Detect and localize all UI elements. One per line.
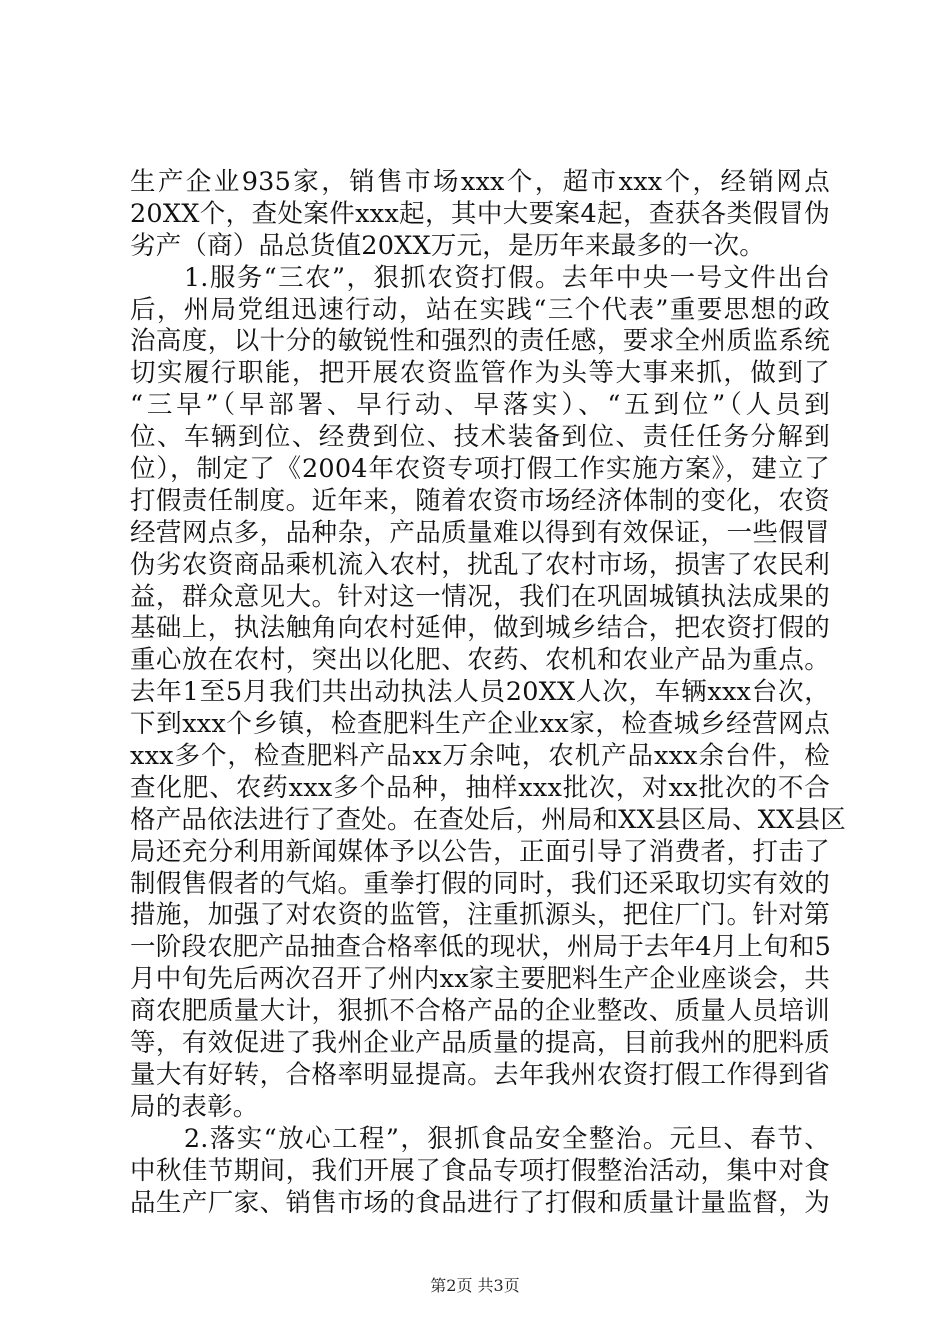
text-line: xxx多个，检查肥料产品xx万余吨，农机产品xxx余台件，检: [130, 741, 830, 772]
text-line: 位、车辆到位、经费到位、技术装备到位、责任任务分解到: [130, 422, 830, 453]
text-line: 格产品依法进行了查处。在查处后，州局和XX县区局、XX县区: [130, 804, 846, 835]
text-line: 去年1至5月我们共出动执法人员20XX人次，车辆xxx台次，: [130, 677, 830, 708]
text-line: 后，州局党组迅速行动，站在实践“三个代表”重要思想的政: [130, 294, 830, 325]
text-line: 中秋佳节期间，我们开展了食品专项打假整治活动，集中对食: [130, 1155, 830, 1186]
text-line: 重心放在农村，突出以化肥、农药、农机和农业产品为重点。: [130, 645, 830, 676]
body-text: [130, 167, 846, 1219]
text-line: 1.服务“三农”，狠抓农资打假。去年中央一号文件出台: [130, 262, 830, 293]
text-line: 等，有效促进了我州企业产品质量的提高，目前我州的肥料质: [130, 1028, 830, 1059]
text-line: 品生产厂家、销售市场的食品进行了打假和质量计量监督，为: [130, 1187, 830, 1218]
text-line: 伪劣农资商品乘机流入农村，扰乱了农村市场，损害了农民利: [130, 549, 830, 580]
text-line: 生产企业935家，销售市场xxx个，超市xxx个，经销网点: [130, 167, 830, 197]
text-line: 查化肥、农药xxx多个品种，抽样xxx批次，对xx批次的不合: [130, 772, 830, 803]
text-line: 基础上，执法触角向农村延伸，做到城乡结合，把农资打假的: [130, 613, 830, 644]
text-line: 经营网点多，品种杂，产品质量难以得到有效保证，一些假冒: [130, 517, 830, 548]
text-line: 下到xxx个乡镇，检查肥料生产企业xx家，检查城乡经营网点: [130, 709, 830, 740]
text-line: 2.落实“放心工程”，狠抓食品安全整治。元旦、春节、: [130, 1123, 830, 1154]
text-line: 局的表彰。: [130, 1091, 259, 1122]
text-line: 商农肥质量大计，狠抓不合格产品的企业整改、质量人员培训: [130, 996, 830, 1027]
text-line: 月中旬先后两次召开了州内xx家主要肥料生产企业座谈会，共: [130, 964, 830, 995]
text-line: 量大有好转，合格率明显提高。去年我州农资打假工作得到省: [130, 1059, 830, 1090]
text-line: 切实履行职能，把开展农资监管作为头等大事来抓，做到了: [130, 358, 830, 389]
text-line: 局还充分利用新闻媒体予以公告，正面引导了消费者，打击了: [130, 836, 830, 867]
text-line: 治高度，以十分的敏锐性和强烈的责任感，要求全州质监系统: [130, 326, 830, 357]
text-line: 20XX个，查处案件xxx起，其中大要案4起，查获各类假冒伪: [130, 198, 830, 229]
text-line: 位），制定了《2004年农资专项打假工作实施方案》，建立了: [130, 454, 830, 485]
text-line: 劣产（商）品总货值20XX万元，是历年来最多的一次。: [130, 230, 765, 261]
text-line: 打假责任制度。近年来，随着农资市场经济体制的变化，农资: [130, 485, 830, 516]
page-footer: 第2页 共3页: [430, 1276, 520, 1295]
text-line: 制假售假者的气焰。重拳打假的同时，我们还采取切实有效的: [130, 868, 830, 899]
text-line: 益，群众意见大。针对这一情况，我们在巩固城镇执法成果的: [130, 581, 830, 612]
text-line: “三早”（早部署、早行动、早落实）、“五到位”（人员到: [130, 390, 830, 421]
text-line: 措施，加强了对农资的监管，注重抓源头，把住厂门。针对第: [130, 900, 830, 931]
text-line: 一阶段农肥产品抽查合格率低的现状，州局于去年4月上旬和5: [130, 932, 832, 963]
